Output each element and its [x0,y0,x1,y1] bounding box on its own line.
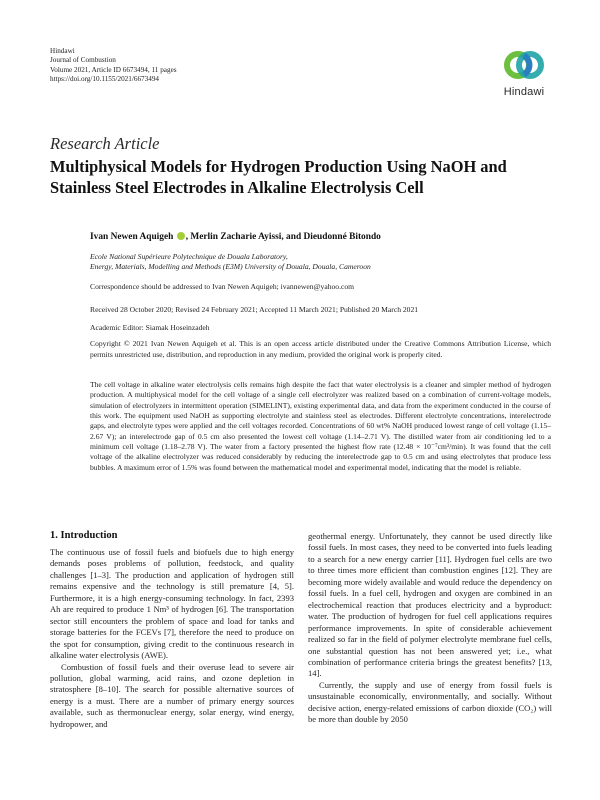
paragraph: Currently, the supply and use of energy from fossil fuels is unsustainable economically, environmentally, and socially. Without decisive action, energy-related emissions of carbon dioxide (CO₂) will be more than double by 2050 [308,679,552,725]
copyright-notice: Copyright © 2021 Ivan Newen Aquigeh et al. This is an open access article distributed under the Creative Commons Attribution License, which permits unrestricted use, distribution, and reproduction in any medium, provided the original work is properly cited. [90,339,551,359]
logo-wordmark: Hindawi [503,86,545,98]
orcid-icon[interactable] [177,232,185,240]
journal-name: Journal of Combustion [50,56,116,65]
affiliation-line: Energy, Materials, Modelling and Methods (E3M) University of Douala, Douala, Cameroon [90,262,371,271]
hindawi-logo [494,45,554,105]
right-column [308,531,552,726]
publication-dates: Received 28 October 2020; Revised 24 February 2021; Accepted 11 March 2021; Published 20 March 2021 [90,305,419,314]
affiliation [90,252,560,272]
correspondence-note: Correspondence should be addressed to Ivan Newen Aquigeh; ivannewen@yahoo.com [90,282,355,291]
journal-meta [50,47,177,85]
doi-link[interactable]: https://doi.org/10.1155/2021/6673494 [50,75,160,84]
abstract: The cell voltage in alkaline water electrolysis cells remains high despite the fact that water electrolysis is a cleaner and simpler method of hydrogen production. A multiphysical model for the cell voltage of a single cell electrolyzer was realized based on a combination of current-voltage models, simulation of electrolyzers in intermittent operation (SIMELINT), existing experimental data, and data from the experiment conducted in the course of this work. The equipment used NaOH as supporting electrolyte and stainless steel as electrodes. Different electrolyte concentrations, interelectrode gaps, and electrolyte types were applied and the cell voltages recorded. Concentrations of 60 wt% NaOH produced lowest range of cell voltage (1.15–2.67 V); an interelectrode gap of 0.5 cm also presented the lowest cell voltage (1.14–2.71 V). The distilled water from air conditioning led to a minimum cell voltage (1.18–2.78 V). The water from a factory presented the highest flow rate (12.48 × 10⁻⁷cm³/min). It was found that the cell voltage of the alkaline electrolyzer was reduced considerably by reducing the interelectrode gap to 0.5 cm and using electrolytes that produce less bubbles. A maximum error of 1.5% was found between the mathematical model and experimental model, indicating that the model is reliable. [90,380,551,472]
paragraph: Combustion of fossil fuels and their overuse lead to severe air pollution, global warming, acid rains, and ozone depletion in stratosphere [8–10]. The search for possible alternative sources of energy is a must. There are a number of primary energy sources available, such as thermonuclear energy, solar energy, wind energy, hydropower, and [50,661,294,729]
article-title: Multiphysical Models for Hydrogen Production Using NaOH and Stainless Steel Electrodes in Alkaline Electrolysis Cell [50,157,507,197]
paragraph: The continuous use of fossil fuels and biofuels due to high energy demands poses problems of pollution, feedstock, and quality challenges [1–3]. The production and application of hydrogen still remains expensive and the technology is still premature [4, 5]. Furthermore, it is a high energy-consuming technology. In fact, 2393 Ah are required to produce 1 Nm³ of hydrogen [6]. The transportation sector still encounters the problem of space and load for tanks and storage batteries for the FCEVs [7], therefore the need to produce on the spot for consumption, giving credit to the continuous research in alkaline water electrolysis (AWE). [50,547,294,661]
article-type: Research Article [50,134,160,153]
paragraph: geothermal energy. Unfortunately, they cannot be used directly like fossil fuels. In most cases, they need to be converted into fuels leading to a search for a new energy carrier [11]. Hydrogen fuel cells are two to three times more efficient than combustion engines [12]. They are becoming more widely available and would reduce the dependency on fossil fuels. In a fuel cell, hydrogen and oxygen are combined in an electrochemical reaction that produces electricity and a byproduct: water. The production of hydrogen for fuel cell applications requires performance improvements. In spite of considerable achievement realized so far in the field of polymer electrolyte membrane fuel cells, one substantial question has not been answered yet; i.e., what combination of performance criteria brings the greatest benefits? [13, 14]. [308,531,552,679]
author-list [90,232,381,242]
affiliation-line: Ecole National Supérieure Polytechnique de Douala Laboratory, [90,252,288,261]
author-name[interactable]: Ivan Newen Aquigeh [90,232,174,242]
author-names-rest: , Merlin Zacharie Ayissi, and Dieudonné Bitondo [185,232,381,242]
volume-line: Volume 2021, Article ID 6673494, 11 pages [50,65,177,74]
hindawi-logo-icon [502,45,546,85]
left-column [50,547,294,730]
academic-editor: Academic Editor: Siamak Hoseinzadeh [90,323,210,332]
section-heading: 1. Introduction [50,530,118,541]
publisher-name: Hindawi [50,47,75,55]
